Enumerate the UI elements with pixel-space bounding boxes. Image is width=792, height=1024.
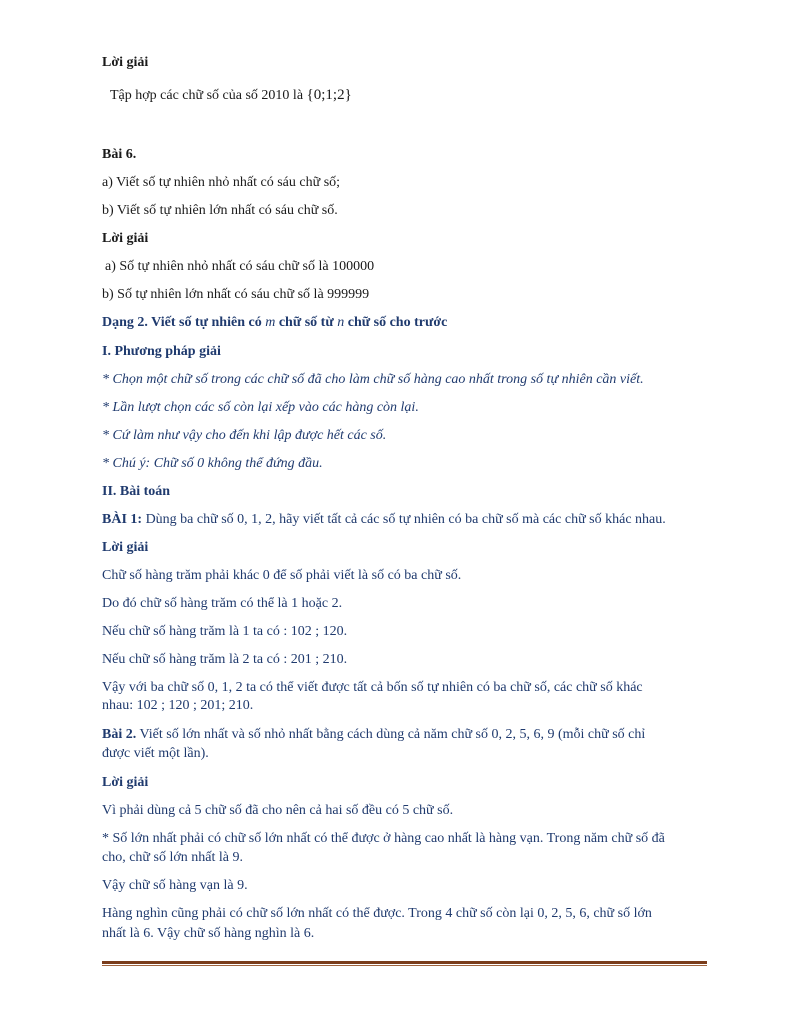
paragraph: Vì phải dùng cả 5 chữ số đã cho nên cả hai số đều có 5 chữ số. [102,803,454,818]
paragraph: cho, chữ số lớn nhất là 9. [102,850,243,865]
solution-heading: Lời giải [102,775,149,790]
solution-heading: Lời giải [102,55,149,70]
math-var: n [337,315,345,330]
section-heading: II. Bài toán [102,484,171,499]
footer-rule-thin [102,965,707,966]
paragraph: được viết một lần). [102,746,209,761]
paragraph: b) Viết số tự nhiên lớn nhất có sáu chữ số. [102,203,338,218]
paragraph: a) Viết số tự nhiên nhỏ nhất có sáu chữ số; [102,175,341,190]
method-item: * Cứ làm như vậy cho đến khi lập được hết các số. [102,428,387,443]
exercise-heading: Bài 6. [102,147,137,162]
paragraph [110,86,352,105]
paragraph: nhau: 102 ; 120 ; 201; 210. [102,698,254,713]
paragraph: Chữ số hàng trăm phải khác 0 để số phải viết là số có ba chữ số. [102,568,462,583]
exercise-statement [102,511,666,529]
text: Viết số lớn nhất và số nhỏ nhất bằng cách dùng cả năm chữ số 0, 2, 5, 6, 9 (mỗi chữ số chỉ [136,727,646,742]
exercise-label: Bài 2. [102,727,137,742]
text: Dạng 2. Viết số tự nhiên có [102,315,266,330]
math-var: m [265,315,276,330]
math-set: {0;1;2} [306,87,352,103]
paragraph: Hàng nghìn cũng phải có chữ số lớn nhất có thể được. Trong 4 chữ số còn lại 0, 2, 5, 6, chữ số lớn [102,906,652,921]
solution-heading: Lời giải [102,540,149,555]
paragraph: nhất là 6. Vậy chữ số hàng nghìn là 6. [102,926,315,941]
paragraph: Nếu chữ số hàng trăm là 1 ta có : 102 ; 120. [102,624,348,639]
text: Tập hợp các chữ số của số 2010 là [110,88,307,103]
method-item: * Chú ý: Chữ số 0 không thể đứng đầu. [102,456,323,471]
text: Dùng ba chữ số 0, 1, 2, hãy viết tất cả các số tự nhiên có ba chữ số mà các chữ số khác nhau. [142,512,666,527]
text: chữ số cho trước [344,315,448,330]
section-heading: I. Phương pháp giải [102,344,221,359]
paragraph: Do đó chữ số hàng trăm có thể là 1 hoặc 2. [102,596,343,611]
method-item: * Lần lượt chọn các số còn lại xếp vào các hàng còn lại. [102,400,419,415]
exercise-statement [102,726,645,744]
paragraph: * Số lớn nhất phải có chữ số lớn nhất có thể được ở hàng cao nhất là hàng vạn. Trong năm chữ số đã [102,831,665,846]
paragraph: Nếu chữ số hàng trăm là 2 ta có : 201 ; 210. [102,652,348,667]
paragraph: a) Số tự nhiên nhỏ nhất có sáu chữ số là 100000 [105,259,375,274]
section-heading [102,314,447,332]
exercise-label: BÀI 1: [102,512,143,527]
solution-heading: Lời giải [102,231,149,246]
paragraph: Vậy với ba chữ số 0, 1, 2 ta có thể viết được tất cả bốn số tự nhiên có ba chữ số, các chữ số khác [102,680,643,695]
method-item: * Chọn một chữ số trong các chữ số đã cho làm chữ số hàng cao nhất trong số tự nhiên cần viết. [102,372,644,387]
paragraph: Vậy chữ số hàng vạn là 9. [102,878,248,893]
paragraph: b) Số tự nhiên lớn nhất có sáu chữ số là 999999 [102,287,370,302]
footer-rule [102,961,707,964]
text: chữ số từ [275,315,338,330]
